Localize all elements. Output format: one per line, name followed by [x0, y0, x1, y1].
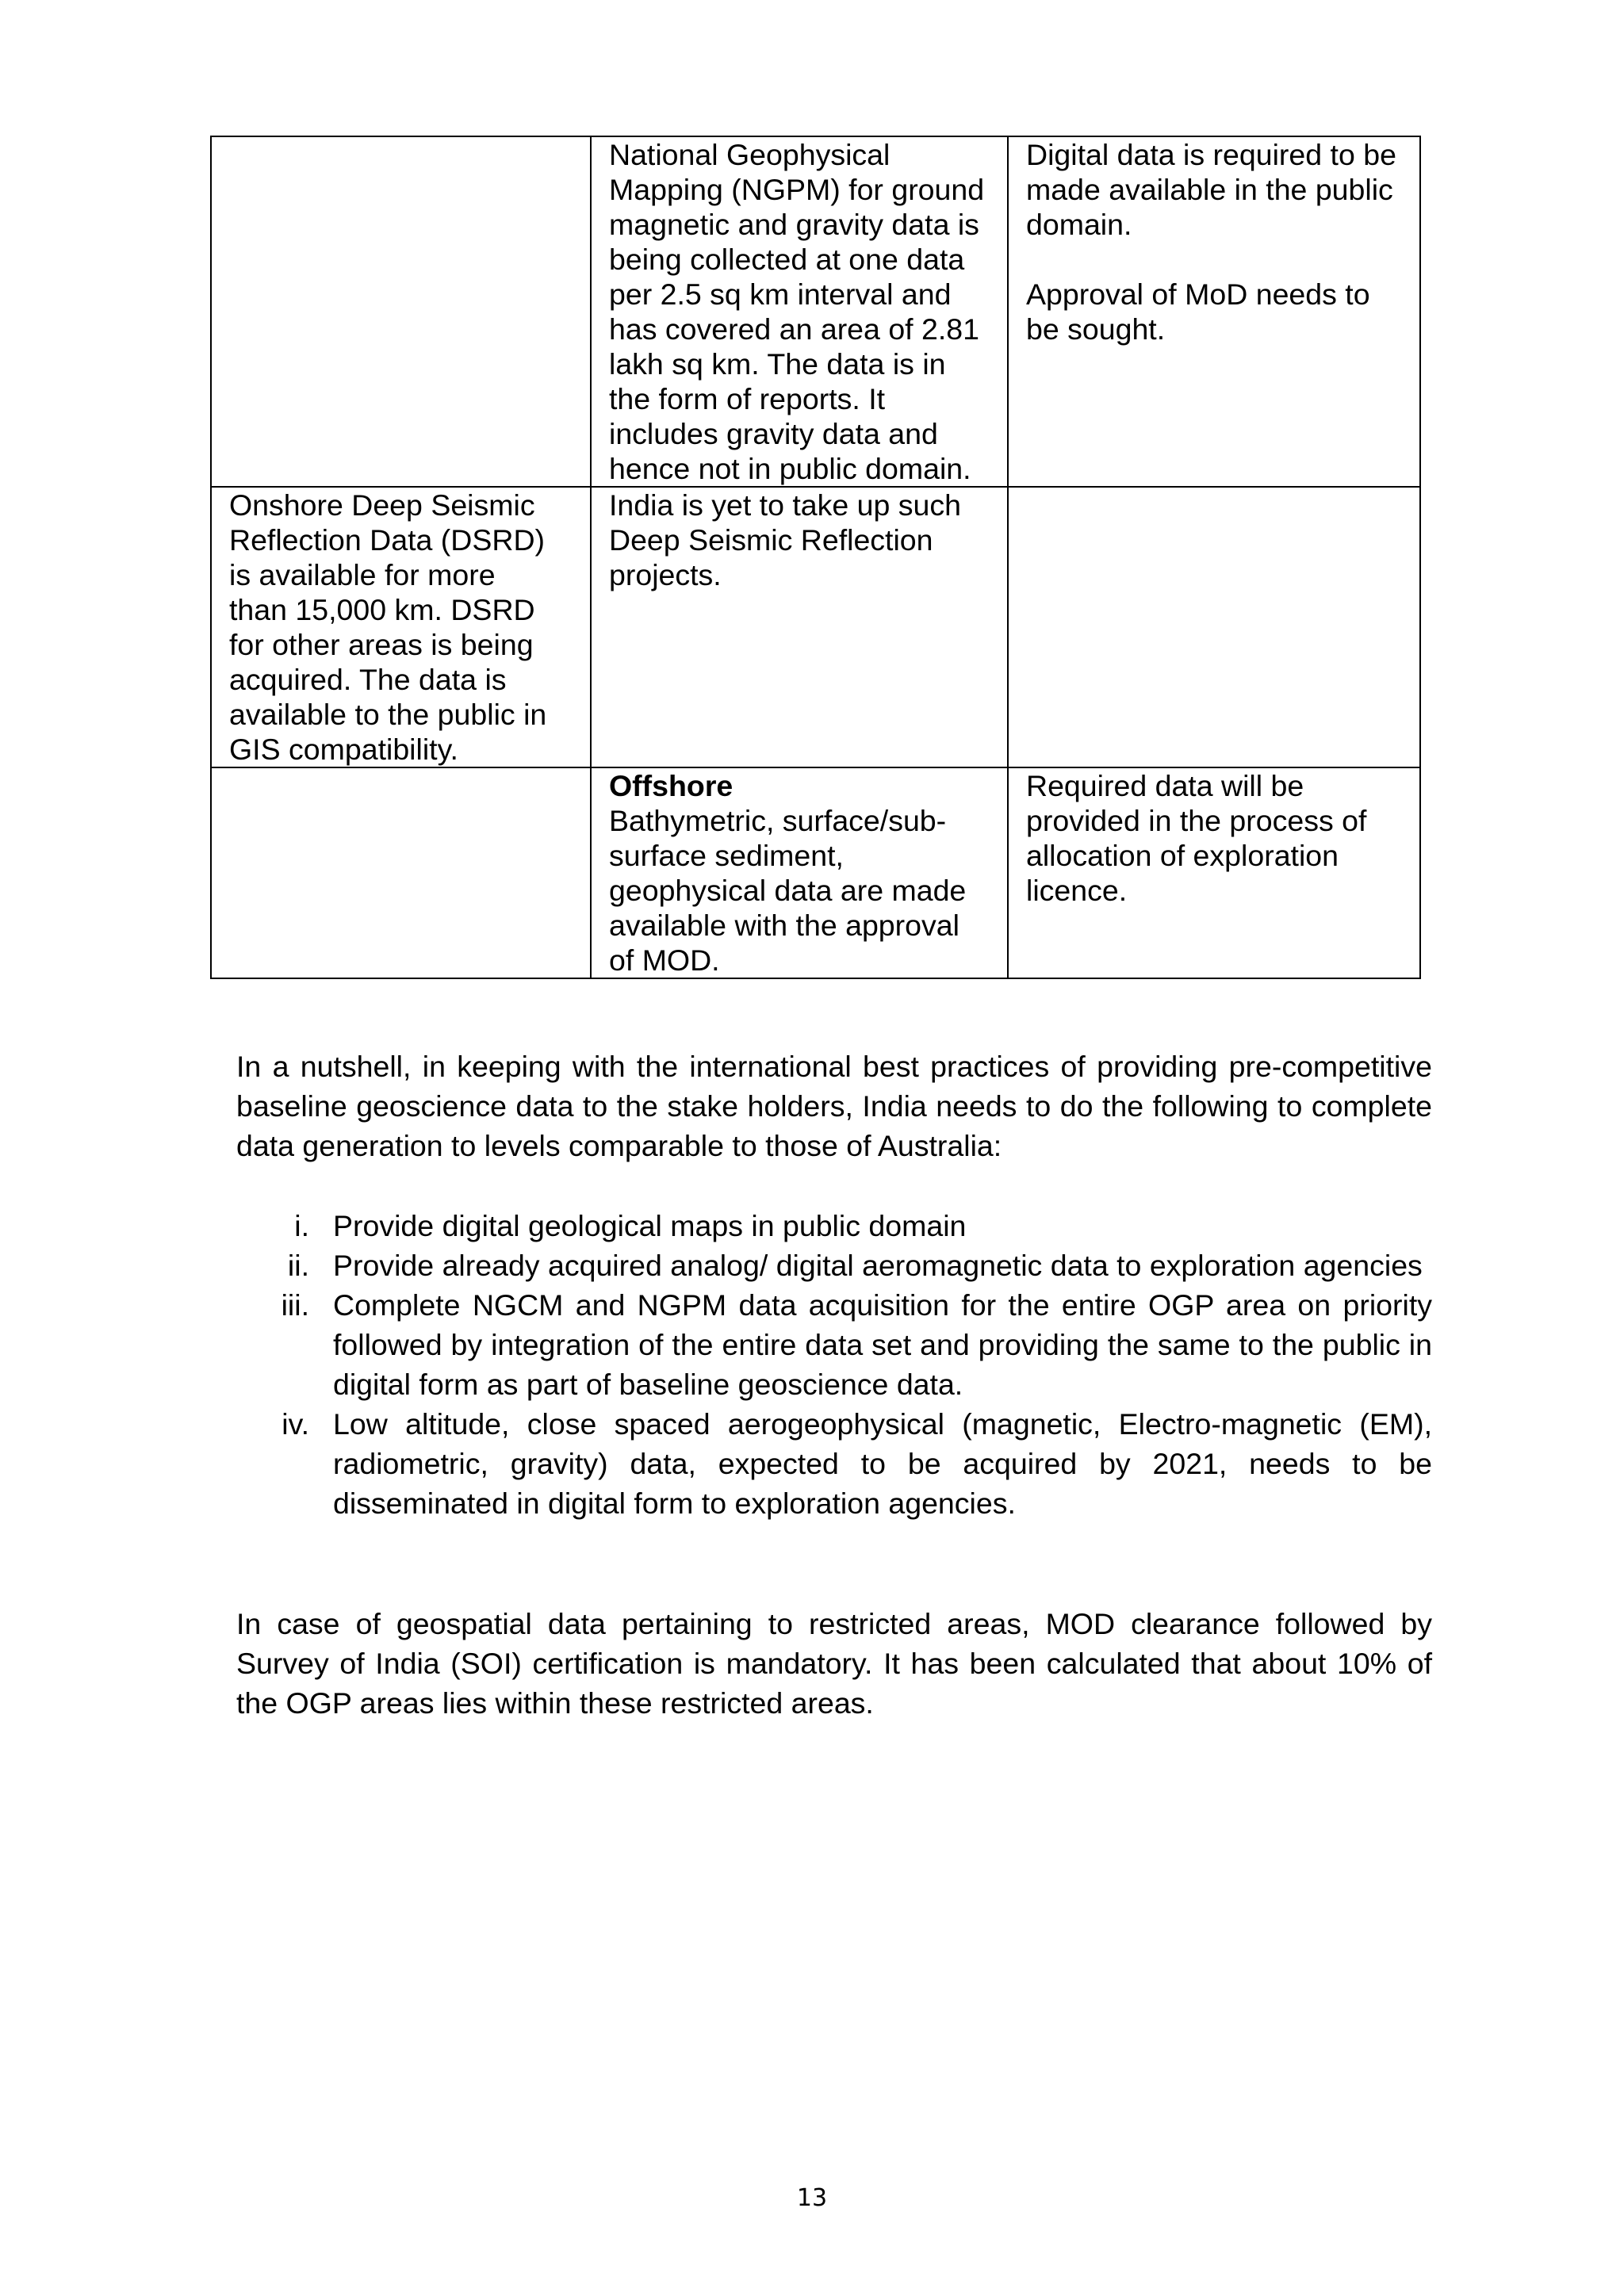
list-item-text: Complete NGCM and NGPM data acquisition for the entire OGP area on priority followed by integration of the entire data set and providing the same to the public in digital form as part of baseline geoscience data.	[333, 1288, 1432, 1401]
page-number: 13	[796, 2184, 828, 2212]
table-row	[211, 767, 1420, 978]
intro-paragraph: In a nutshell, in keeping with the international best practices of providing pre-competitive baseline geoscience data to the stake holders, India needs to do the following to complete data generation to levels comparable to those of Australia:	[236, 1050, 1432, 1162]
cell-text: Onshore Deep Seismic Reflection Data (DSRD) is available for more than 15,000 km. DSRD for other areas is being acquired. The data is available to the public in GIS compatibility.	[229, 488, 547, 766]
table-cell	[1008, 136, 1420, 487]
data-availability-table	[210, 136, 1421, 979]
list-marker: ii.	[287, 1249, 309, 1282]
table-cell	[211, 487, 591, 767]
list-item	[236, 1206, 1432, 1246]
list-marker: iii.	[281, 1288, 309, 1322]
list-item	[236, 1404, 1432, 1523]
cell-text: India is yet to take up such Deep Seismic Reflection projects.	[609, 488, 962, 591]
list-item	[236, 1285, 1432, 1404]
cell-heading-offshore: Offshore	[609, 769, 733, 802]
recommendations-list	[236, 1206, 1432, 1523]
table-cell	[591, 136, 1008, 487]
closing-paragraph: In case of geospatial data pertaining to restricted areas, MOD clearance followed by Survey of India (SOI) certification is mandatory. It has been calculated that about 10% of the OGP areas lies within these restricted areas.	[236, 1607, 1432, 1720]
cell-text: National Geophysical Mapping (NGPM) for ground magnetic and gravity data is being collected at one data per 2.5 sq km interval and has covered an area of 2.81 lakh sq km. The data is in the form of reports. It includes gravity data and hence not in public domain.	[609, 138, 985, 485]
cell-text: Bathymetric, surface/sub- surface sediment, geophysical data are made available with the approval of MOD.	[609, 804, 967, 977]
list-item	[236, 1246, 1432, 1285]
table-cell	[211, 136, 591, 487]
cell-text: Digital data is required to be made available in the public domain. Approval of MoD needs to be sought.	[1026, 138, 1396, 346]
table-cell	[1008, 767, 1420, 978]
list-item-text: Provide already acquired analog/ digital aeromagnetic data to exploration agencies	[333, 1249, 1423, 1282]
cell-text: Required data will be provided in the process of allocation of exploration licence.	[1026, 769, 1367, 907]
table-cell	[591, 767, 1008, 978]
table-row	[211, 487, 1420, 767]
table-cell	[591, 487, 1008, 767]
table-cell	[211, 767, 591, 978]
list-item-text: Provide digital geological maps in public domain	[333, 1209, 967, 1242]
list-marker: iv.	[282, 1407, 309, 1441]
list-item-text: Low altitude, close spaced aerogeophysical (magnetic, Electro-magnetic (EM), radiometric, gravity) data, expected to be acquired by 2021, needs to be disseminated in digital form to exploration agencies.	[333, 1407, 1432, 1520]
table-cell	[1008, 487, 1420, 767]
list-marker: i.	[294, 1209, 309, 1242]
table-row	[211, 136, 1420, 487]
